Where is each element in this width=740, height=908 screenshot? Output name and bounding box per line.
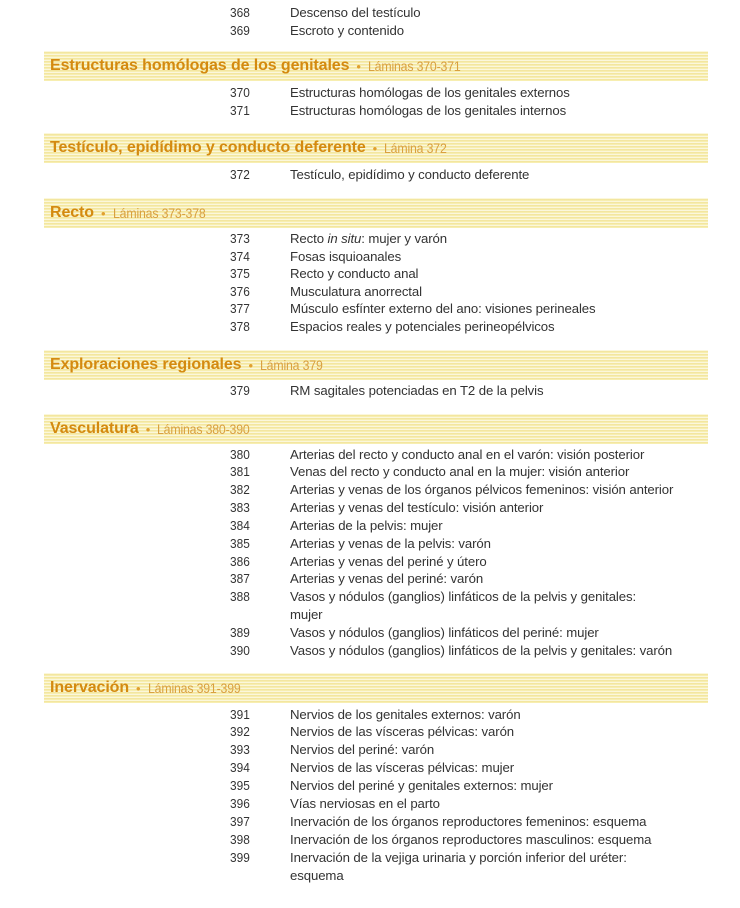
plate-title: Fosas isquioanales xyxy=(290,249,402,264)
plate-title: Espacios reales y potenciales perineopélvicos xyxy=(290,319,555,334)
plate-number: 373 xyxy=(230,231,250,246)
plate-number: 370 xyxy=(230,85,250,100)
plate-title: Musculatura anorrectal xyxy=(290,284,422,299)
section-title: Testículo, epidídimo y conducto deferente xyxy=(50,139,366,156)
plate-number: 392 xyxy=(230,724,250,739)
section-header[interactable] xyxy=(44,350,708,380)
plate-title: Escroto y contenido xyxy=(290,23,404,38)
plate-title: Arterias y venas del periné: varón xyxy=(290,571,484,586)
section-plate-range: Láminas 370-371 xyxy=(367,58,461,74)
plate-number: 390 xyxy=(230,643,250,658)
plate-title xyxy=(290,230,720,248)
plate-number: 375 xyxy=(230,266,250,281)
plate-number: 374 xyxy=(230,249,250,264)
plate-title: Descenso del testículo xyxy=(290,5,421,20)
plate-title: Nervios de las vísceras pélvicas: varón xyxy=(290,724,515,739)
bullet-separator: • xyxy=(136,680,141,696)
plate-title: Vasos y nódulos (ganglios) linfáticos del periné: mujer xyxy=(290,625,599,640)
plate-number: 386 xyxy=(230,554,250,569)
plate-number: 387 xyxy=(230,571,250,586)
plate-title: Vasos y nódulos (ganglios) linfáticos de la pelvis y genitales: varón xyxy=(290,643,673,658)
plate-number: 378 xyxy=(230,319,250,334)
plate-title: Arterias y venas de los órganos pélvicos femeninos: visión anterior xyxy=(290,482,674,497)
plate-title: Inervación de los órganos reproductores femeninos: esquema xyxy=(290,814,647,829)
plate-title: Arterias de la pelvis: mujer xyxy=(290,518,443,533)
section-header[interactable] xyxy=(44,673,708,703)
plate-number: 395 xyxy=(230,778,250,793)
section-header[interactable] xyxy=(44,198,708,228)
plate-title: Músculo esfínter externo del ano: visiones perineales xyxy=(290,301,596,316)
plate-number: 372 xyxy=(230,167,250,182)
plate-number: 396 xyxy=(230,796,250,811)
section-plate-range: Láminas 373-378 xyxy=(112,205,206,221)
plate-number: 384 xyxy=(230,518,250,533)
plate-title: Arterias y venas de la pelvis: varón xyxy=(290,536,491,551)
plate-number: 389 xyxy=(230,625,250,640)
plate-number: 383 xyxy=(230,500,250,515)
plate-title: Nervios de las vísceras pélvicas: mujer xyxy=(290,760,515,775)
plate-title: Testículo, epidídimo y conducto deferente xyxy=(290,167,530,182)
plate-title-continuation: mujer xyxy=(290,607,323,622)
plate-number: 376 xyxy=(230,284,250,299)
section-plate-range: Láminas 391-399 xyxy=(147,680,241,696)
plate-title-part: : mujer y varón xyxy=(361,231,447,246)
plate-title: Vasos y nódulos (ganglios) linfáticos de la pelvis y genitales: xyxy=(290,589,637,604)
plate-title-part: Recto xyxy=(290,231,328,246)
bullet-separator: • xyxy=(356,58,361,74)
plate-number: 380 xyxy=(230,447,250,462)
bullet-separator: • xyxy=(248,357,254,373)
plate-number: 379 xyxy=(230,383,250,398)
plate-number: 388 xyxy=(230,589,250,604)
plate-title: Arterias y venas del testículo: visión anterior xyxy=(290,500,544,515)
section-title: Estructuras homólogas de los genitales xyxy=(50,57,350,74)
section-plate-range: Lámina 379 xyxy=(260,357,323,373)
plate-title: Estructuras homólogas de los genitales internos xyxy=(290,103,567,118)
plate-title: Nervios del periné y genitales externos: mujer xyxy=(290,778,553,793)
plate-number: 371 xyxy=(230,103,250,118)
plate-number: 368 xyxy=(230,5,250,20)
plate-title: Arterias y venas del periné y útero xyxy=(290,554,487,569)
plate-title-continuation: esquema xyxy=(290,868,344,883)
section-header[interactable] xyxy=(44,51,708,81)
plate-number: 394 xyxy=(230,760,250,775)
plate-title: Nervios del periné: varón xyxy=(290,742,435,757)
plate-title: Venas del recto y conducto anal en la mujer: visión anterior xyxy=(290,464,630,479)
plate-number: 369 xyxy=(230,23,250,38)
plate-title: Nervios de los genitales externos: varón xyxy=(290,707,521,722)
plate-number: 381 xyxy=(230,464,250,479)
plate-number: 377 xyxy=(230,301,250,316)
section-title: Inervación xyxy=(50,679,130,696)
plate-number: 399 xyxy=(230,850,250,865)
section-plate-range: Lámina 372 xyxy=(384,140,447,156)
plate-number: 393 xyxy=(230,742,250,757)
section-header[interactable] xyxy=(44,133,708,163)
plate-number: 391 xyxy=(230,707,250,722)
plate-title-italic: in situ xyxy=(327,231,362,246)
section-header[interactable] xyxy=(44,414,708,444)
bullet-separator: • xyxy=(145,421,151,437)
plate-title: Recto y conducto anal xyxy=(290,266,419,281)
bullet-separator: • xyxy=(100,205,106,221)
plate-title: Arterias del recto y conducto anal en el varón: visión posterior xyxy=(290,447,645,462)
plate-number: 397 xyxy=(230,814,250,829)
section-title: Vasculatura xyxy=(50,420,139,437)
plate-title: RM sagitales potenciadas en T2 de la pelvis xyxy=(290,383,544,398)
section-plate-range: Láminas 380-390 xyxy=(157,421,250,437)
plate-number: 398 xyxy=(230,832,250,847)
section-title: Recto xyxy=(50,204,94,221)
plate-title: Inervación de los órganos reproductores masculinos: esquema xyxy=(290,832,652,847)
section-title: Exploraciones regionales xyxy=(50,356,242,373)
bullet-separator: • xyxy=(372,140,378,156)
plate-title: Vías nerviosas en el parto xyxy=(290,796,440,811)
plate-title: Estructuras homólogas de los genitales externos xyxy=(290,85,570,100)
plate-number: 382 xyxy=(230,482,250,497)
plate-title: Inervación de la vejiga urinaria y porción inferior del uréter: xyxy=(290,850,627,865)
plate-number: 385 xyxy=(230,536,250,551)
